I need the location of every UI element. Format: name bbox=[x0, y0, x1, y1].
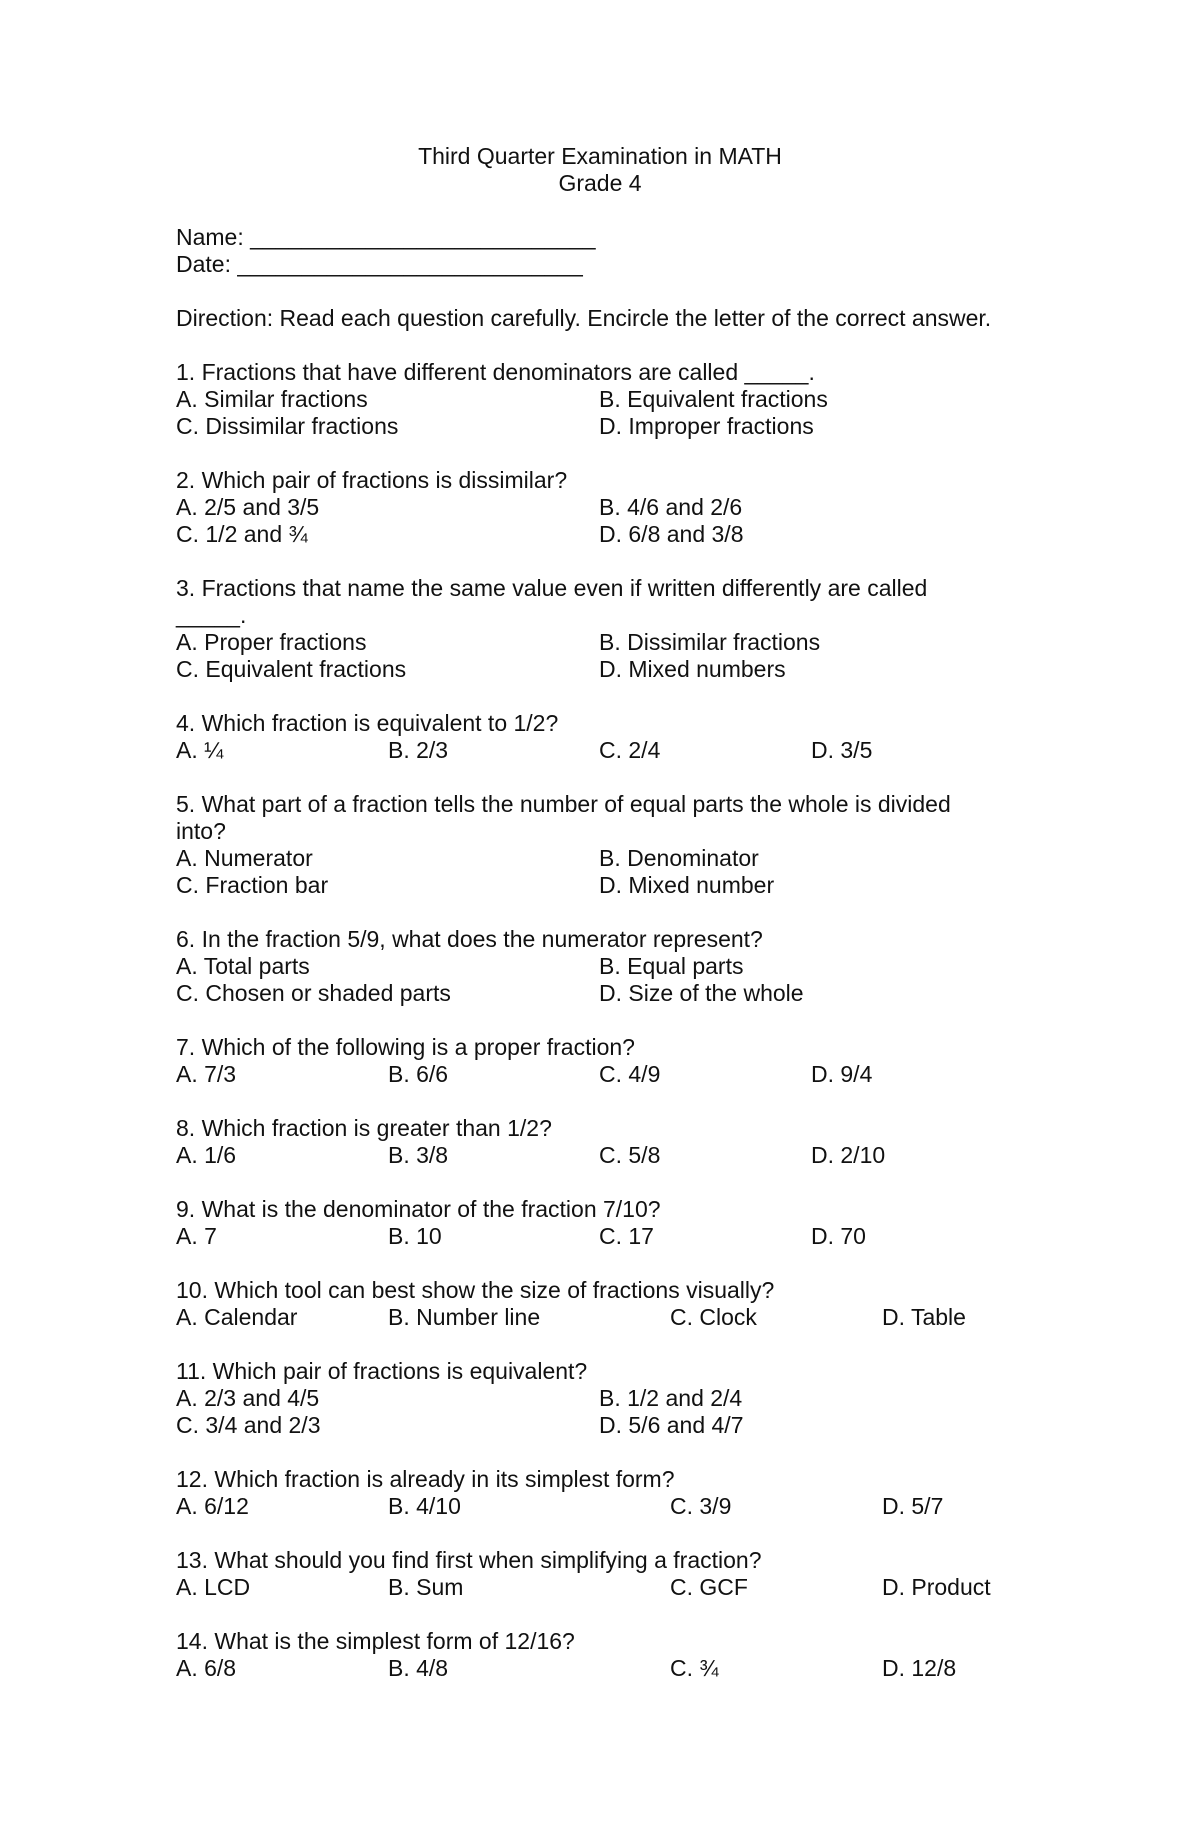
question-text: 9. What is the denominator of the fraction 7/10? bbox=[176, 1196, 661, 1222]
option-a[interactable]: A. Calendar bbox=[176, 1304, 298, 1330]
option-d[interactable]: D. 5/7 bbox=[882, 1493, 944, 1519]
question-text: 7. Which of the following is a proper fraction? bbox=[176, 1034, 635, 1060]
option-c[interactable]: C. Equivalent fractions bbox=[176, 656, 407, 682]
option-a[interactable]: A. 2/3 and 4/5 bbox=[176, 1385, 320, 1411]
option-b[interactable]: B. Equivalent fractions bbox=[599, 386, 828, 412]
option-a[interactable]: A. Total parts bbox=[176, 953, 310, 979]
question-text: 10. Which tool can best show the size of fractions visually? bbox=[176, 1277, 775, 1303]
option-b[interactable]: B. Sum bbox=[388, 1574, 464, 1600]
question-text: 13. What should you find first when simplifying a fraction? bbox=[176, 1547, 762, 1573]
option-b[interactable]: B. 3/8 bbox=[388, 1142, 449, 1168]
option-c[interactable]: C. ¾ bbox=[670, 1655, 719, 1681]
option-d[interactable]: D. 5/6 and 4/7 bbox=[599, 1412, 744, 1438]
option-c[interactable]: C. Clock bbox=[670, 1304, 757, 1330]
exam-header bbox=[0, 143, 1200, 197]
option-a[interactable]: A. LCD bbox=[176, 1574, 251, 1600]
option-b[interactable]: B. 4/8 bbox=[388, 1655, 449, 1681]
option-d[interactable]: D. 3/5 bbox=[811, 737, 873, 763]
option-b[interactable]: B. 4/10 bbox=[388, 1493, 461, 1519]
name-blank[interactable]: ___________________________ bbox=[250, 224, 596, 250]
question-4 bbox=[176, 710, 1036, 764]
option-a[interactable]: A. 2/5 and 3/5 bbox=[176, 494, 320, 520]
date-blank[interactable]: ___________________________ bbox=[237, 251, 583, 277]
question-text: 12. Which fraction is already in its simplest form? bbox=[176, 1466, 675, 1492]
option-c[interactable]: C. Fraction bar bbox=[176, 872, 329, 898]
option-b[interactable]: B. 4/6 and 2/6 bbox=[599, 494, 743, 520]
option-d[interactable]: D. Table bbox=[882, 1304, 966, 1330]
option-d[interactable]: D. 9/4 bbox=[811, 1061, 873, 1087]
direction-text: Direction: Read each question carefully. Encircle the letter of the correct answer. bbox=[176, 305, 992, 331]
option-d[interactable]: D. Improper fractions bbox=[599, 413, 814, 439]
option-d[interactable]: D. Size of the whole bbox=[599, 980, 804, 1006]
option-c[interactable]: C. 3/4 and 2/3 bbox=[176, 1412, 321, 1438]
date-line bbox=[176, 251, 1036, 278]
question-text: 4. Which fraction is equivalent to 1/2? bbox=[176, 710, 559, 736]
option-c[interactable]: C. 4/9 bbox=[599, 1061, 661, 1087]
option-a[interactable]: A. ¼ bbox=[176, 737, 224, 763]
question-text: 5. What part of a fraction tells the number of equal parts the whole is divided bbox=[176, 791, 951, 817]
option-a[interactable]: A. Similar fractions bbox=[176, 386, 368, 412]
name-line bbox=[176, 224, 1036, 251]
question-9 bbox=[176, 1196, 1036, 1250]
option-d[interactable]: D. 12/8 bbox=[882, 1655, 957, 1681]
question-5 bbox=[176, 791, 1036, 899]
option-c[interactable]: C. Dissimilar fractions bbox=[176, 413, 399, 439]
exam-title: Third Quarter Examination in MATH bbox=[418, 143, 782, 169]
question-text: 3. Fractions that name the same value even if written differently are called bbox=[176, 575, 928, 601]
option-d[interactable]: D. Mixed number bbox=[599, 872, 775, 898]
option-c[interactable]: C. 17 bbox=[599, 1223, 654, 1249]
option-b[interactable]: B. Number line bbox=[388, 1304, 541, 1330]
option-a[interactable]: A. 6/8 bbox=[176, 1655, 237, 1681]
option-c[interactable]: C. Chosen or shaded parts bbox=[176, 980, 451, 1006]
question-7 bbox=[176, 1034, 1036, 1088]
question-12 bbox=[176, 1466, 1036, 1520]
option-c[interactable]: C. GCF bbox=[670, 1574, 748, 1600]
question-text-continued: _____. bbox=[176, 602, 247, 628]
option-d[interactable]: D. 2/10 bbox=[811, 1142, 886, 1168]
option-b[interactable]: B. 6/6 bbox=[388, 1061, 449, 1087]
question-11 bbox=[176, 1358, 1036, 1439]
question-text: 6. In the fraction 5/9, what does the numerator represent? bbox=[176, 926, 763, 952]
question-3 bbox=[176, 575, 1036, 683]
exam-content bbox=[176, 224, 1036, 1682]
question-text: 1. Fractions that have different denominators are called _____. bbox=[176, 359, 815, 385]
option-b[interactable]: B. 2/3 bbox=[388, 737, 449, 763]
option-a[interactable]: A. 7/3 bbox=[176, 1061, 237, 1087]
option-d[interactable]: D. 6/8 and 3/8 bbox=[599, 521, 744, 547]
date-label: Date: bbox=[176, 251, 238, 277]
option-c[interactable]: C. 1/2 and ¾ bbox=[176, 521, 308, 547]
option-a[interactable]: A. Proper fractions bbox=[176, 629, 367, 655]
option-b[interactable]: B. Dissimilar fractions bbox=[599, 629, 821, 655]
question-text: 14. What is the simplest form of 12/16? bbox=[176, 1628, 575, 1654]
question-text-continued: into? bbox=[176, 818, 226, 844]
question-13 bbox=[176, 1547, 1036, 1601]
option-b[interactable]: B. 10 bbox=[388, 1223, 442, 1249]
option-c[interactable]: C. 5/8 bbox=[599, 1142, 661, 1168]
option-d[interactable]: D. Mixed numbers bbox=[599, 656, 786, 682]
option-d[interactable]: D. Product bbox=[882, 1574, 991, 1600]
option-b[interactable]: B. Denominator bbox=[599, 845, 759, 871]
question-1 bbox=[176, 359, 1036, 440]
question-text: 11. Which pair of fractions is equivalent? bbox=[176, 1358, 588, 1384]
option-a[interactable]: A. 7 bbox=[176, 1223, 217, 1249]
option-c[interactable]: C. 2/4 bbox=[599, 737, 661, 763]
question-14 bbox=[176, 1628, 1036, 1682]
option-a[interactable]: A. 6/12 bbox=[176, 1493, 249, 1519]
question-10 bbox=[176, 1277, 1036, 1331]
option-d[interactable]: D. 70 bbox=[811, 1223, 866, 1249]
option-b[interactable]: B. Equal parts bbox=[599, 953, 744, 979]
question-6 bbox=[176, 926, 1036, 1007]
option-a[interactable]: A. 1/6 bbox=[176, 1142, 237, 1168]
question-text: 2. Which pair of fractions is dissimilar? bbox=[176, 467, 568, 493]
option-b[interactable]: B. 1/2 and 2/4 bbox=[599, 1385, 743, 1411]
option-c[interactable]: C. 3/9 bbox=[670, 1493, 732, 1519]
question-text: 8. Which fraction is greater than 1/2? bbox=[176, 1115, 552, 1141]
option-a[interactable]: A. Numerator bbox=[176, 845, 313, 871]
question-8 bbox=[176, 1115, 1036, 1169]
question-2 bbox=[176, 467, 1036, 548]
exam-grade: Grade 4 bbox=[558, 170, 642, 196]
name-label: Name: bbox=[176, 224, 251, 250]
